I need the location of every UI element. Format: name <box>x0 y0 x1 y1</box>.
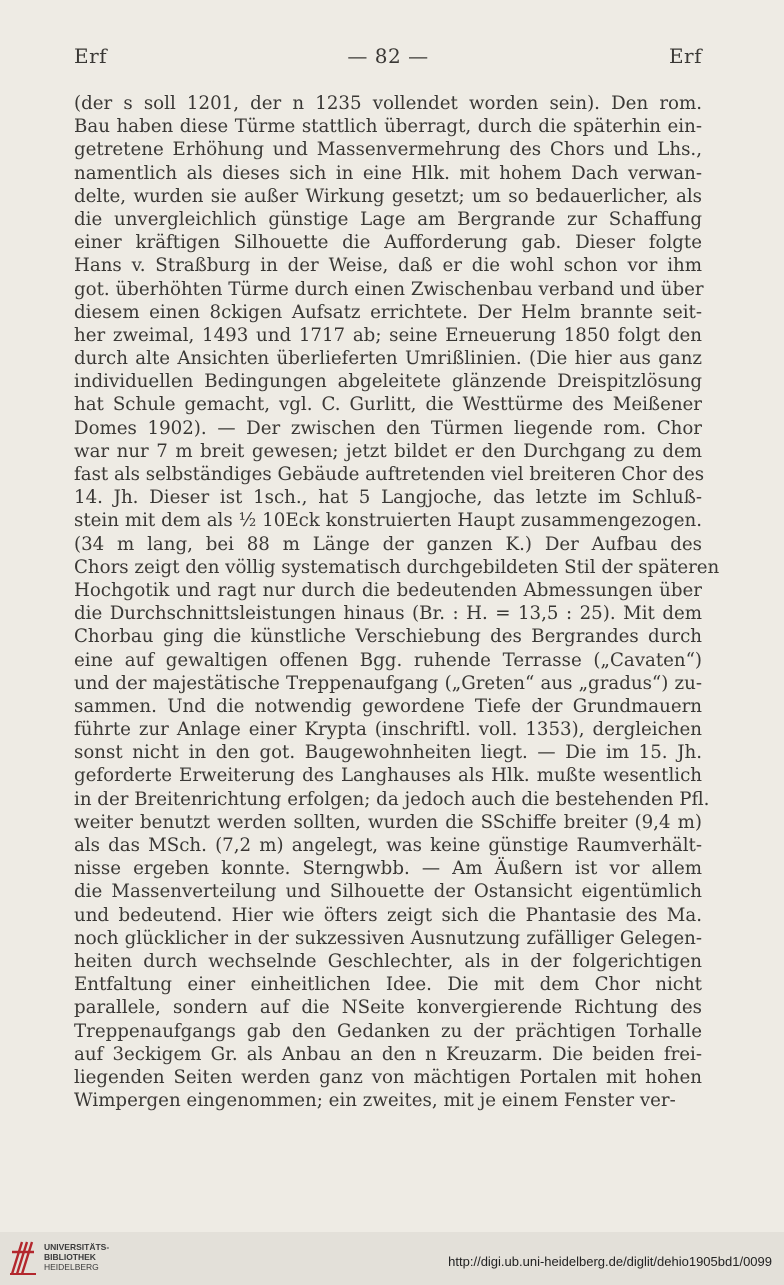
text-line: die Massenverteilung und Silhouette der Ostansicht eigentümlich <box>74 881 702 903</box>
text-line: einer kräftigen Silhouette die Aufforderung gab. Dieser folgte <box>74 232 702 254</box>
text-line: namentlich als dieses sich in eine Hlk. mit hohem Dach verwan- <box>74 162 702 184</box>
text-line: her zweimal, 1493 und 1717 ab; seine Erneuerung 1850 folgt den <box>74 324 702 346</box>
text-line: nisse ergeben konnte. Sterngwbb. — Am Äußern ist vor allem <box>74 858 702 880</box>
text-line: heiten durch wechselnde Geschlechter, als in der folgerichtigen <box>74 950 702 972</box>
text-line: stein mit dem als ½ 10Eck konstruierten Haupt zusammengezogen. <box>74 510 702 532</box>
library-name-line1: UNIVERSITÄTS- <box>44 1242 110 1252</box>
text-line: noch glücklicher in der sukzessiven Ausnutzung zufälliger Gelegen- <box>74 927 702 949</box>
text-line: liegenden Seiten werden ganz von mächtigen Portalen mit hohen <box>74 1066 702 1088</box>
text-line: got. überhöhten Türme durch einen Zwischenbau verband und über <box>74 278 704 300</box>
text-line: weiter benutzt werden sollten, wurden die SSchiffe breiter (9,4 m) <box>74 811 702 833</box>
text-line: Hochgotik und ragt nur durch die bedeutenden Abmessungen über <box>74 579 702 601</box>
text-line: Wimpergen eingenommen; ein zweites, mit je einem Fenster ver- <box>74 1090 676 1112</box>
text-line: Domes 1902). — Der zwischen den Türmen liegende rom. Chor <box>74 417 702 439</box>
header-right-keyword: Erf <box>668 44 702 68</box>
text-line: getretene Erhöhung und Massenvermehrung des Chors und Lhs., <box>74 139 702 161</box>
logo-strokes <box>12 1242 34 1274</box>
text-line: die unvergleichlich günstige Lage am Bergrande zur Schaffung <box>74 208 702 230</box>
text-line: durch alte Ansichten überlieferten Umrißlinien. (Die hier aus ganz <box>74 348 702 370</box>
text-line: sammen. Und die notwendig gewordene Tiefe der Grundmauern <box>74 695 702 717</box>
text-line: und der majestätische Treppenaufgang („Greten“ aus „gradus“) zu- <box>74 672 702 694</box>
text-line: 14. Jh. Dieser ist 1sch., hat 5 Langjoche, das letzte im Schluß- <box>74 487 702 509</box>
text-line: in der Breitenrichtung erfolgen; da jedoch auch die bestehenden Pfl. <box>74 788 710 810</box>
library-name <box>44 1242 109 1272</box>
text-line: hat Schule gemacht, vgl. C. Gurlitt, die Westtürme des Meißener <box>74 394 702 416</box>
text-line: Chors zeigt den völlig systematisch durchgebildeten Stil der späteren <box>74 556 720 578</box>
text-line: war nur 7 m breit gewesen; jetzt bildet er den Durchgang zu dem <box>74 440 702 462</box>
text-line: eine auf gewaltigen offenen Bgg. ruhende Terrasse („Cavaten“) <box>74 649 702 671</box>
university-library-logo-icon <box>8 1238 38 1278</box>
text-line: als das MSch. (7,2 m) angelegt, was keine günstige Raumverhält- <box>74 835 702 856</box>
text-line: Entfaltung einer einheitlichen Idee. Die mit dem Chor nicht <box>74 974 702 996</box>
text-line: die Durchschnittsleistungen hinaus (Br. : H. = 13,5 : 25). Mit dem <box>74 603 702 625</box>
text-line: (34 m lang, bei 88 m Länge der ganzen K.) Der Aufbau des <box>74 533 702 555</box>
text-line: auf 3eckigem Gr. als Anbau an den n Kreuzarm. Die beiden frei- <box>74 1043 702 1065</box>
text-line: parallele, sondern auf die NSeite konvergierende Richtung des <box>74 997 702 1019</box>
text-line: (der s soll 1201, der n 1235 vollendet worden sein). Den rom. <box>74 93 702 114</box>
running-head <box>74 44 702 74</box>
library-name-line3: HEIDELBERG <box>44 1262 99 1272</box>
text-line: geforderte Erweiterung des Langhauses als Hlk. mußte wesentlich <box>74 765 702 787</box>
text-line: delte, wurden sie außer Wirkung gesetzt; um so bedauerlicher, als <box>74 185 702 207</box>
text-line: Treppenaufgangs gab den Gedanken zu der prächtigen Torhalle <box>74 1020 702 1042</box>
text-line: Chorbau ging die künstliche Verschiebung des Bergrandes durch <box>74 626 702 648</box>
body-text <box>74 92 720 1112</box>
text-line: führte zur Anlage einer Krypta (inschriftl. voll. 1353), dergleichen <box>74 719 702 741</box>
text-line: fast als selbständiges Gebäude auftretenden viel breiteren Chor des <box>74 464 705 485</box>
text-line: individuellen Bedingungen abgeleitete glänzende Dreispitzlösung <box>74 371 702 393</box>
text-line: und bedeutend. Hier wie öfters zeigt sich die Phantasie des Ma. <box>74 904 702 926</box>
text-line: Hans v. Straßburg in der Weise, daß er die wohl schon vor ihm <box>74 255 702 277</box>
header-left-keyword: Erf <box>74 44 108 68</box>
library-name-line2: BIBLIOTHEK <box>44 1252 96 1262</box>
source-url-link[interactable]: http://digi.ub.uni-heidelberg.de/diglit/dehio1905bd1/0099 <box>448 1254 772 1269</box>
page-number: — 82 — <box>347 44 429 68</box>
text-line: sonst nicht in den got. Baugewohnheiten liegt. — Die im 15. Jh. <box>74 742 702 764</box>
text-line: Bau haben diese Türme stattlich überragt, durch die späterhin ein- <box>74 116 702 138</box>
text-line: diesem einen 8ckigen Aufsatz errichtete. Der Helm brannte seit- <box>74 301 702 323</box>
